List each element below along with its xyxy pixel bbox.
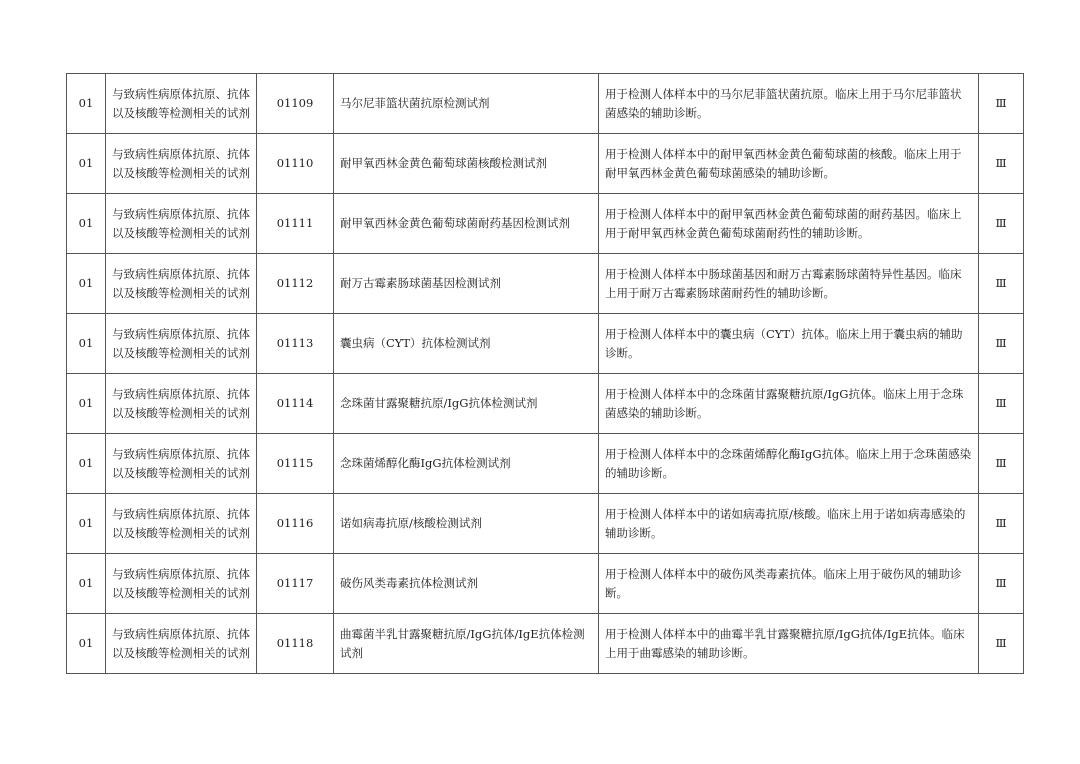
table-row <box>67 134 1024 194</box>
category-name-cell: 与致病性病原体抗原、抗体以及核酸等检测相关的试剂 <box>106 614 257 674</box>
product-name-cell: 囊虫病（CYT）抗体检测试剂 <box>334 314 599 374</box>
category-code-cell: 01 <box>67 194 106 254</box>
product-code-cell: 01116 <box>257 494 334 554</box>
catalog-table <box>66 73 1024 674</box>
category-name-cell: 与致病性病原体抗原、抗体以及核酸等检测相关的试剂 <box>106 194 257 254</box>
table-row <box>67 554 1024 614</box>
category-name-cell: 与致病性病原体抗原、抗体以及核酸等检测相关的试剂 <box>106 74 257 134</box>
management-class-cell: Ⅲ <box>979 314 1024 374</box>
product-code-cell: 01112 <box>257 254 334 314</box>
product-name-cell: 马尔尼菲篮状菌抗原检测试剂 <box>334 74 599 134</box>
category-code-cell: 01 <box>67 554 106 614</box>
category-name-cell: 与致病性病原体抗原、抗体以及核酸等检测相关的试剂 <box>106 374 257 434</box>
table-row <box>67 74 1024 134</box>
intended-use-cell: 用于检测人体样本中的诺如病毒抗原/核酸。临床上用于诺如病毒感染的辅助诊断。 <box>599 494 979 554</box>
category-name-cell: 与致病性病原体抗原、抗体以及核酸等检测相关的试剂 <box>106 314 257 374</box>
management-class-cell: Ⅲ <box>979 74 1024 134</box>
product-name-cell: 念珠菌烯醇化酶IgG抗体检测试剂 <box>334 434 599 494</box>
table-row <box>67 494 1024 554</box>
product-code-cell: 01109 <box>257 74 334 134</box>
intended-use-cell: 用于检测人体样本中的念珠菌甘露聚糖抗原/IgG抗体。临床上用于念珠菌感染的辅助诊断。 <box>599 374 979 434</box>
table-row <box>67 374 1024 434</box>
category-name-cell: 与致病性病原体抗原、抗体以及核酸等检测相关的试剂 <box>106 494 257 554</box>
product-code-cell: 01118 <box>257 614 334 674</box>
category-code-cell: 01 <box>67 74 106 134</box>
product-name-cell: 曲霉菌半乳甘露聚糖抗原/IgG抗体/IgE抗体检测试剂 <box>334 614 599 674</box>
category-code-cell: 01 <box>67 614 106 674</box>
category-code-cell: 01 <box>67 254 106 314</box>
product-code-cell: 01117 <box>257 554 334 614</box>
category-code-cell: 01 <box>67 434 106 494</box>
product-name-cell: 念珠菌甘露聚糖抗原/IgG抗体检测试剂 <box>334 374 599 434</box>
category-name-cell: 与致病性病原体抗原、抗体以及核酸等检测相关的试剂 <box>106 134 257 194</box>
intended-use-cell: 用于检测人体样本中的囊虫病（CYT）抗体。临床上用于囊虫病的辅助诊断。 <box>599 314 979 374</box>
management-class-cell: Ⅲ <box>979 194 1024 254</box>
category-name-cell: 与致病性病原体抗原、抗体以及核酸等检测相关的试剂 <box>106 434 257 494</box>
product-code-cell: 01114 <box>257 374 334 434</box>
intended-use-cell: 用于检测人体样本中的马尔尼菲篮状菌抗原。临床上用于马尔尼菲篮状菌感染的辅助诊断。 <box>599 74 979 134</box>
product-name-cell: 破伤风类毒素抗体检测试剂 <box>334 554 599 614</box>
table-row <box>67 254 1024 314</box>
table-row <box>67 194 1024 254</box>
category-name-cell: 与致病性病原体抗原、抗体以及核酸等检测相关的试剂 <box>106 554 257 614</box>
management-class-cell: Ⅲ <box>979 134 1024 194</box>
intended-use-cell: 用于检测人体样本中肠球菌基因和耐万古霉素肠球菌特异性基因。临床上用于耐万古霉素肠球菌耐药性的辅助诊断。 <box>599 254 979 314</box>
category-code-cell: 01 <box>67 374 106 434</box>
intended-use-cell: 用于检测人体样本中的耐甲氧西林金黄色葡萄球菌的耐药基因。临床上用于耐甲氧西林金黄色葡萄球菌耐药性的辅助诊断。 <box>599 194 979 254</box>
product-name-cell: 耐甲氧西林金黄色葡萄球菌耐药基因检测试剂 <box>334 194 599 254</box>
category-code-cell: 01 <box>67 494 106 554</box>
product-code-cell: 01115 <box>257 434 334 494</box>
management-class-cell: Ⅲ <box>979 374 1024 434</box>
management-class-cell: Ⅲ <box>979 554 1024 614</box>
category-code-cell: 01 <box>67 314 106 374</box>
product-code-cell: 01110 <box>257 134 334 194</box>
intended-use-cell: 用于检测人体样本中的念珠菌烯醇化酶IgG抗体。临床上用于念珠菌感染的辅助诊断。 <box>599 434 979 494</box>
intended-use-cell: 用于检测人体样本中的耐甲氧西林金黄色葡萄球菌的核酸。临床上用于耐甲氧西林金黄色葡萄球菌感染的辅助诊断。 <box>599 134 979 194</box>
table-row <box>67 614 1024 674</box>
product-name-cell: 耐甲氧西林金黄色葡萄球菌核酸检测试剂 <box>334 134 599 194</box>
intended-use-cell: 用于检测人体样本中的曲霉半乳甘露聚糖抗原/IgG抗体/IgE抗体。临床上用于曲霉感染的辅助诊断。 <box>599 614 979 674</box>
category-code-cell: 01 <box>67 134 106 194</box>
table-row <box>67 314 1024 374</box>
category-name-cell: 与致病性病原体抗原、抗体以及核酸等检测相关的试剂 <box>106 254 257 314</box>
management-class-cell: Ⅲ <box>979 434 1024 494</box>
management-class-cell: Ⅲ <box>979 254 1024 314</box>
catalog-table-body <box>67 74 1024 674</box>
intended-use-cell: 用于检测人体样本中的破伤风类毒素抗体。临床上用于破伤风的辅助诊断。 <box>599 554 979 614</box>
product-code-cell: 01113 <box>257 314 334 374</box>
product-code-cell: 01111 <box>257 194 334 254</box>
management-class-cell: Ⅲ <box>979 494 1024 554</box>
table-row <box>67 434 1024 494</box>
product-name-cell: 耐万古霉素肠球菌基因检测试剂 <box>334 254 599 314</box>
management-class-cell: Ⅲ <box>979 614 1024 674</box>
product-name-cell: 诺如病毒抗原/核酸检测试剂 <box>334 494 599 554</box>
